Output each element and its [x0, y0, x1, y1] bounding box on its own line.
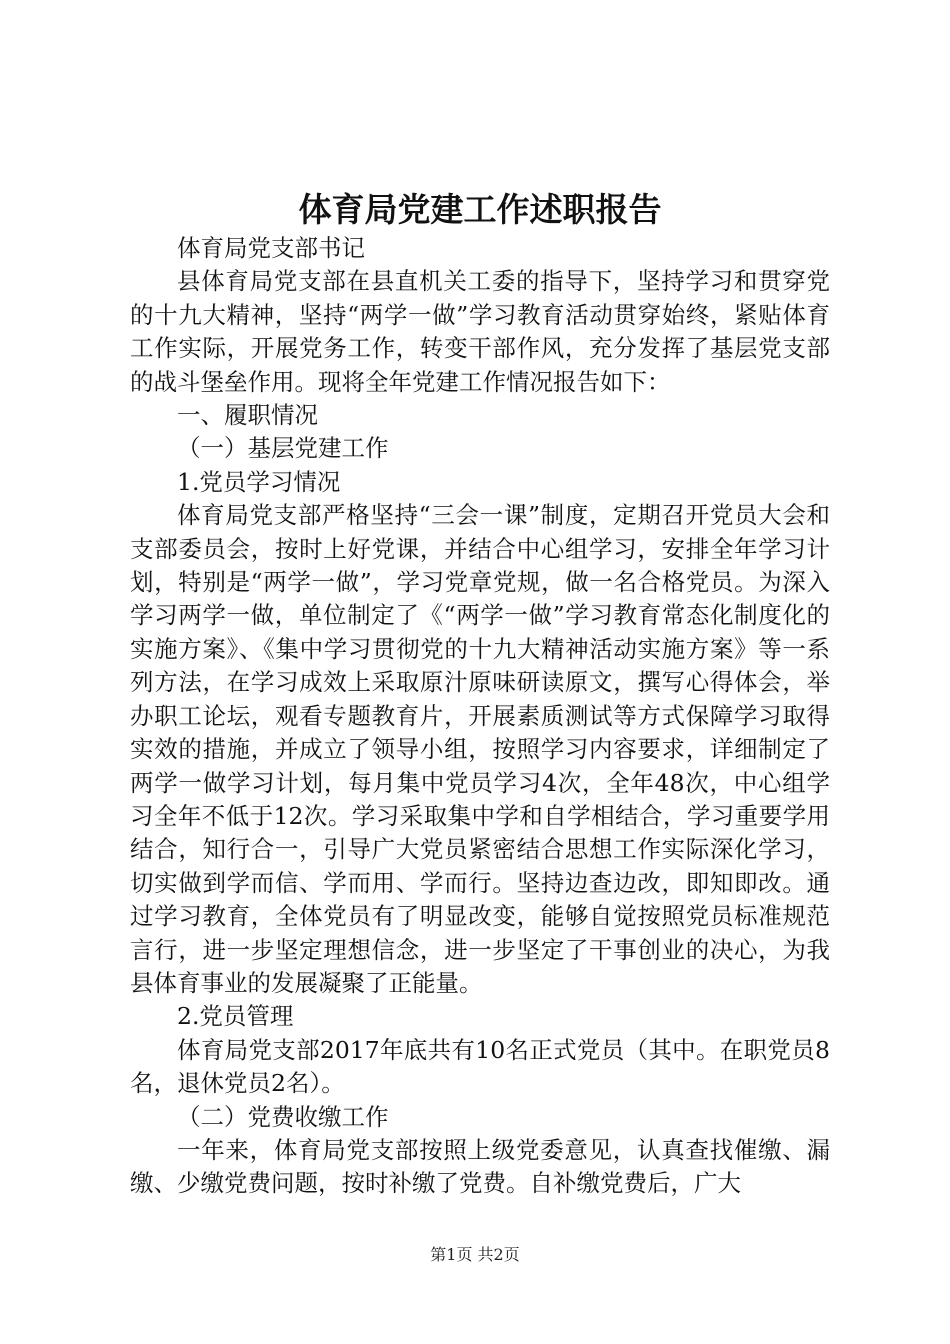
subsection-heading: （一）基层党建工作: [177, 434, 389, 463]
document-page: [130, 0, 830, 1344]
intro-paragraph: 县体育局党支部在县直机关工委的指导下，坚持学习和贯穿党的十九大精神，坚持“两学一做”学习教育活动贯穿始终，紧贴体育工作实际，开展党务工作，转变干部作风，充分发挥了基层党支部的战斗堡垒作用。现将全年党建工作情况报告如下：: [130, 267, 830, 396]
membership-paragraph: 体育局党支部2017年底共有10名正式党员（其中。在职党员8名，退休党员2名）。: [130, 1035, 830, 1098]
page-footer: 第1页 共2页: [430, 1245, 520, 1264]
dues-paragraph: 一年来，体育局党支部按照上级党委意见，认真查找催缴、漏缴、少缴党费问题，按时补缴了党费。自补缴党费后，广大: [130, 1135, 830, 1198]
study-paragraph: 体育局党支部严格坚持“三会一课”制度，定期召开党员大会和支部委员会，按时上好党课，并结合中心组学习，安排全年学习计划，特别是“两学一做”，学习党章党规，做一名合格党员。为深入学习两学一做，单位制定了《“两学一做”学习教育常态化制度化的实施方案》、《集中学习贯彻党的十九大精神活动实施方案》等一系列方法，在学习成效上采取原汁原味研读原文，撰写心得体会，举办职工论坛，观看专题教育片，开展素质测试等方式保障学习取得实效的措施，并成立了领导小组，按照学习内容要求，详细制定了两学一做学习计划，每月集中党员学习4次，全年48次，中心组学习全年不低于12次。学习采取集中学和自学相结合，学习重要学用结合，知行合一，引导广大党员紧密结合思想工作实际深化学习，切实做到学而信、学而用、学而行。坚持边查边改，即知即改。通过学习教育，全体党员有了明显改变，能够自觉按照党员标准规范言行，进一步坚定理想信念，进一步坚定了干事创业的决心，为我县体育事业的发展凝聚了正能量。: [130, 501, 830, 997]
section-heading: 一、履职情况: [177, 401, 318, 430]
subsection-heading: （二）党费收缴工作: [177, 1102, 389, 1131]
document-body: [130, 232, 830, 1201]
item-heading: 1.党员学习情况: [177, 467, 341, 496]
item-heading: 2.党员管理: [177, 1002, 294, 1031]
author-line: 体育局党支部书记: [177, 234, 365, 262]
document-title: 体育局党建工作述职报告: [298, 190, 662, 229]
